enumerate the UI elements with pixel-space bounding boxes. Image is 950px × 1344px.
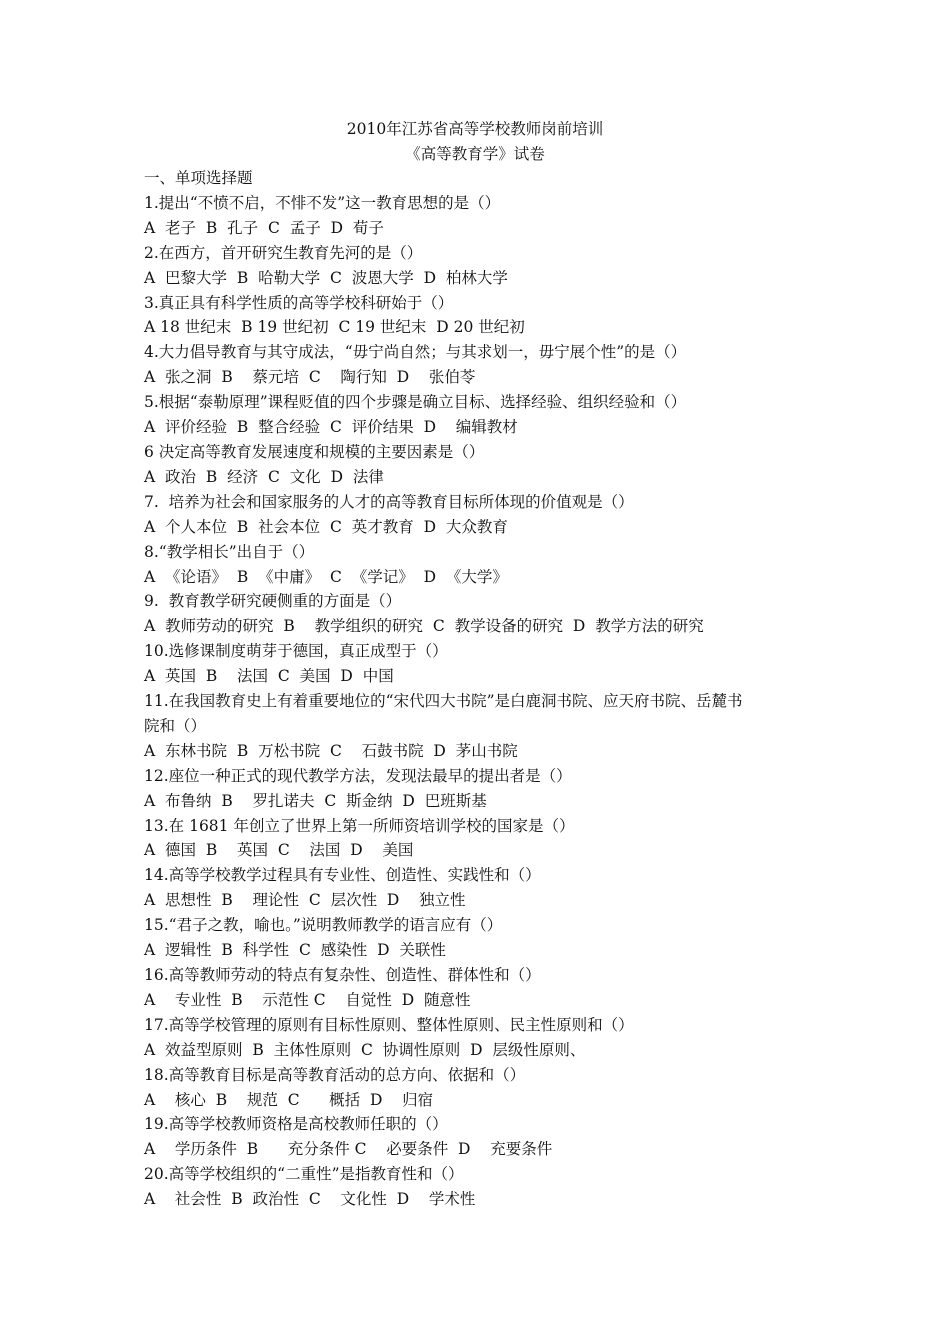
- options-2: A 巴黎大学 B 哈勒大学 C 波恩大学 D 柏林大学: [144, 268, 508, 287]
- question-11-cont: 院和（）: [144, 716, 207, 735]
- options-10: A 英国 B 法国 C 美国 D 中国: [144, 667, 394, 686]
- question-10: 10.选修课制度萌芽于德国，真正成型于（）: [144, 642, 448, 661]
- document-title: 2010年江苏省高等学校教师岗前培训: [346, 120, 604, 138]
- question-17: 17.高等学校管理的原则有目标性原则、整体性原则、民主性原则和（）: [144, 1015, 634, 1034]
- options-13: A 德国 B 英国 C 法国 D 美国: [144, 841, 414, 860]
- question-20: 20.高等学校组织的“二重性”是指教育性和（）: [144, 1165, 464, 1184]
- question-5: 5.根据“泰勒原理”课程贬值的四个步骤是确立目标、选择经验、组织经验和（）: [144, 393, 687, 412]
- question-7: 7. 培养为社会和国家服务的人才的高等教育目标所体现的价值观是（）: [144, 492, 634, 511]
- options-9: A 教师劳动的研究 B 教学组织的研究 C 教学设备的研究 D 教学方法的研究: [144, 617, 704, 636]
- question-8: 8.“教学相长”出自于（）: [144, 542, 315, 561]
- question-19: 19.高等学校教师资格是高校教师任职的（）: [144, 1115, 448, 1134]
- options-19: A 学历条件 B 充分条件 C 必要条件 D 充要条件: [144, 1140, 553, 1159]
- options-6: A 政治 B 经济 C 文化 D 法律: [144, 467, 384, 486]
- options-11: A 东林书院 B 万松书院 C 石鼓书院 D 茅山书院: [144, 741, 518, 760]
- question-1: 1.提出“不愤不启，不悱不发”这一教育思想的是（）: [144, 193, 501, 212]
- question-13: 13.在 1681 年创立了世界上第一所师资培训学校的国家是（）: [144, 816, 575, 835]
- options-1: A 老子 B 孔子 C 孟子 D 荀子: [144, 218, 384, 237]
- document-subtitle: 《高等教育学》试卷: [405, 145, 545, 163]
- options-3: A 18 世纪末 B 19 世纪初 C 19 世纪末 D 20 世纪初: [144, 318, 525, 337]
- question-15: 15.“君子之教，喻也。”说明教师教学的语言应有（）: [144, 916, 503, 935]
- question-3: 3.真正具有科学性质的高等学校科研始于（）: [144, 293, 454, 312]
- options-7: A 个人本位 B 社会本位 C 英才教育 D 大众教育: [144, 517, 508, 536]
- options-15: A 逻辑性 B 科学性 C 感染性 D 关联性: [144, 941, 446, 960]
- question-18: 18.高等教育目标是高等教育活动的总方向、依据和（）: [144, 1065, 526, 1084]
- question-16: 16.高等教师劳动的特点有复杂性、创造性、群体性和（）: [144, 966, 541, 984]
- question-9: 9. 教育教学研究硬侧重的方面是（）: [144, 592, 402, 611]
- question-12: 12.座位一种正式的现代教学方法，发现法最早的提出者是（）: [144, 766, 572, 785]
- question-14: 14.高等学校教学过程具有专业性、创造性、实践性和（）: [144, 866, 541, 885]
- question-2: 2.在西方，首开研究生教育先河的是（）: [144, 243, 423, 262]
- question-11: 11.在我国教育史上有着重要地位的“宋代四大书院”是白鹿洞书院、应天府书院、岳麓书: [144, 692, 743, 711]
- options-17: A 效益型原则 B 主体性原则 C 协调性原则 D 层级性原则、: [144, 1040, 586, 1059]
- options-12: A 布鲁纳 B 罗扎诺夫 C 斯金纳 D 巴班斯基: [144, 791, 487, 810]
- exam-body: [144, 166, 814, 1212]
- options-18: A 核心 B 规范 C 概括 D 归宿: [144, 1090, 434, 1109]
- options-4: A 张之洞 B 蔡元培 C 陶行知 D 张伯苓: [144, 368, 476, 387]
- options-14: A 思想性 B 理论性 C 层次性 D 独立性: [144, 891, 466, 910]
- options-8: A 《论语》 B 《中庸》 C 《学记》 D 《大学》: [144, 567, 508, 586]
- section-heading: 一、单项选择题: [144, 169, 253, 187]
- options-20: A 社会性 B 政治性 C 文化性 D 学术性: [144, 1190, 476, 1209]
- options-16: A 专业性 B 示范性 C 自觉性 D 随意性: [144, 990, 471, 1009]
- question-4: 4.大力倡导教育与其守成法，“毋宁尚自然；与其求划一，毋宁展个性”的是（）: [144, 343, 687, 362]
- options-5: A 评价经验 B 整合经验 C 评价结果 D 编辑教材: [144, 418, 518, 437]
- question-6: 6 决定高等教育发展速度和规模的主要因素是（）: [144, 442, 485, 461]
